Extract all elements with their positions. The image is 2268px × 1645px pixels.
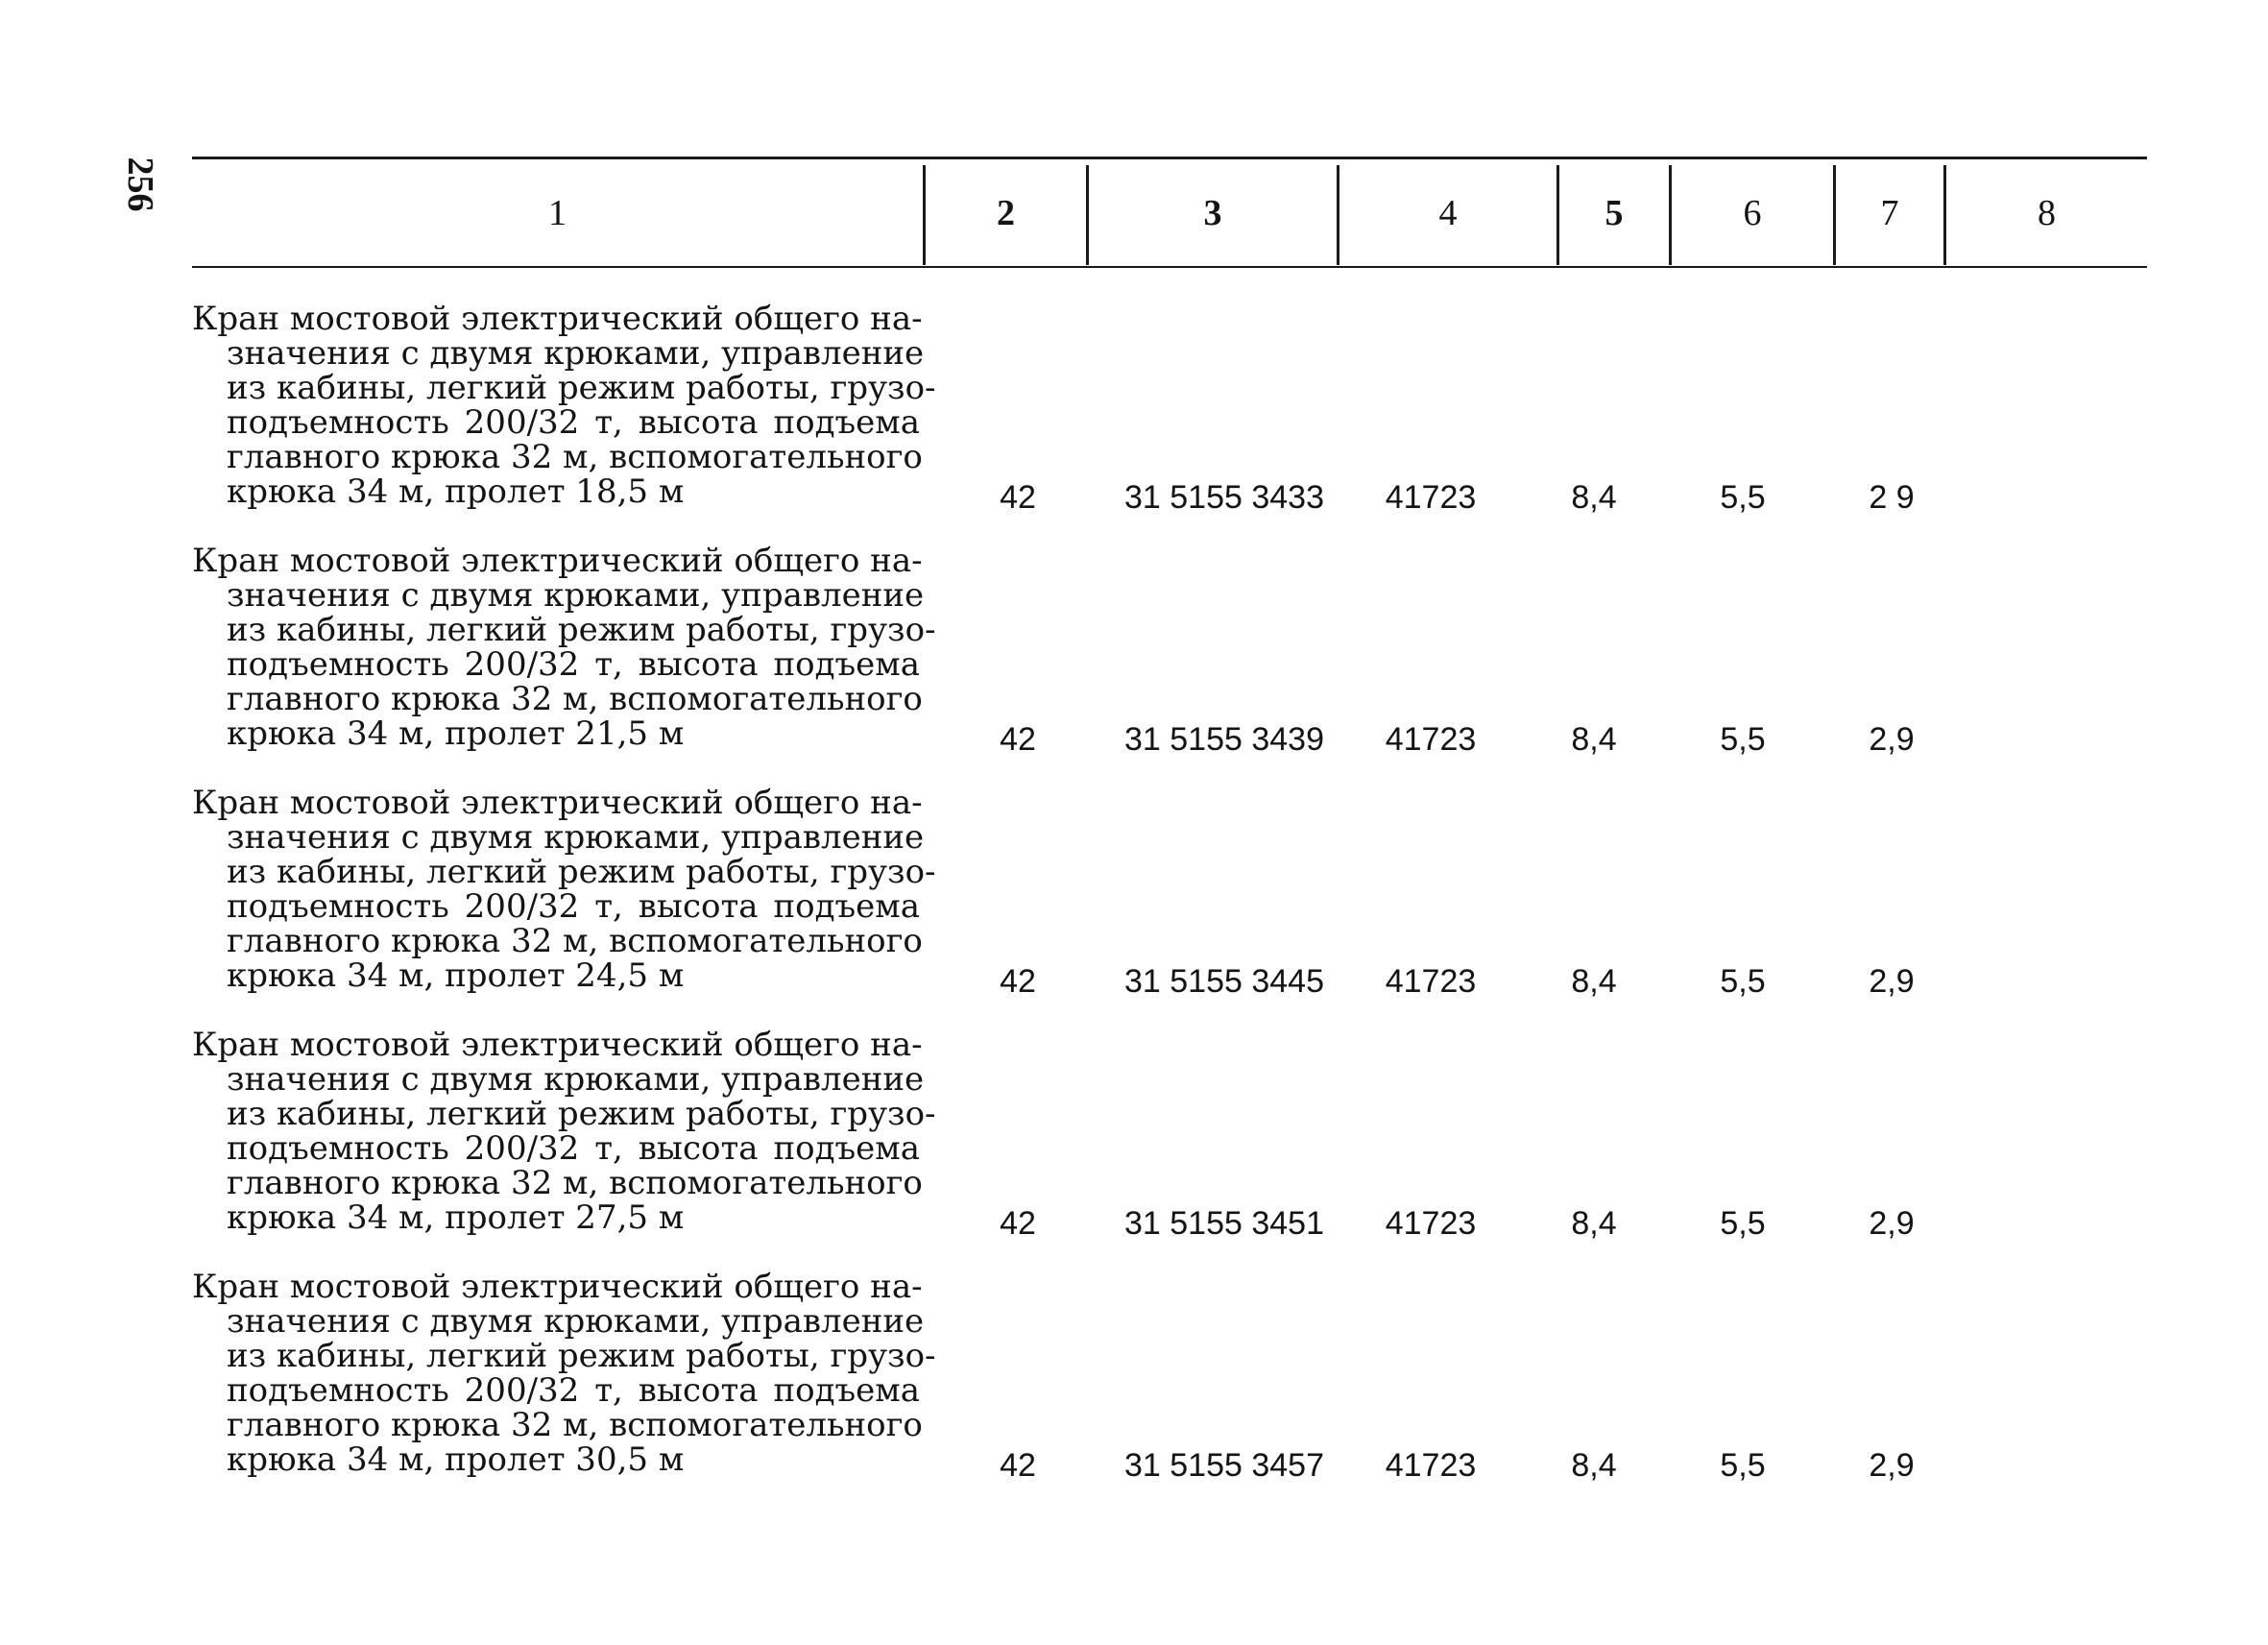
cell-col-4: 41723 <box>1385 1447 1477 1484</box>
cell-col-6: 5,5 <box>1720 963 1766 1000</box>
column-header-6: 6 <box>1743 193 1762 233</box>
cell-col-7: 2,9 <box>1869 1205 1915 1242</box>
column-header-5: 5 <box>1604 193 1624 233</box>
description-line: из кабины, легкий режим работы, грузо- <box>227 369 936 407</box>
description-line: значения с двумя крюками, управление <box>227 1302 925 1341</box>
cell-col-8 <box>1959 960 2132 1003</box>
column-header-4: 4 <box>1438 193 1458 233</box>
cell-col-4: 41723 <box>1385 721 1477 758</box>
row-description <box>192 542 936 753</box>
cell-col-4: 41723 <box>1385 963 1477 1000</box>
cell-col-7: 2,9 <box>1869 1447 1915 1484</box>
column-header-1: 1 <box>548 193 567 233</box>
column-header-3: 3 <box>1203 193 1222 233</box>
description-line: крюка 34 м, пролет 30,5 м <box>227 1440 685 1479</box>
description-line: крюка 34 м, пролет 27,5 м <box>227 1198 685 1237</box>
cell-col-8 <box>1959 1444 2132 1487</box>
cell-col-3: 31 5155 3457 <box>1124 1447 1324 1484</box>
description-line: значения с двумя крюками, управление <box>227 576 925 615</box>
cell-col-4: 41723 <box>1385 1205 1477 1242</box>
description-line: из кабины, легкий режим работы, грузо- <box>227 1095 936 1133</box>
cell-col-2: 42 <box>1000 1447 1036 1484</box>
table-body <box>0 298 2268 1508</box>
table-header-bottom-rule <box>192 266 2147 268</box>
description-line: главного крюка 32 м, вспомогательного <box>227 1164 923 1202</box>
cell-col-8 <box>1959 718 2132 761</box>
description-line: главного крюка 32 м, вспомогательного <box>227 922 923 960</box>
table-row <box>0 298 2268 540</box>
description-line: подъемность 200/32 т, высота подъема <box>227 887 920 926</box>
cell-col-7: 2,9 <box>1869 721 1915 758</box>
cell-col-3: 31 5155 3451 <box>1124 1205 1324 1242</box>
table-row <box>0 540 2268 782</box>
description-line: значения с двумя крюками, управление <box>227 334 925 373</box>
description-line: подъемность 200/32 т, высота подъема <box>227 403 920 442</box>
row-description <box>192 300 936 511</box>
description-line: подъемность 200/32 т, высота подъема <box>227 1371 920 1410</box>
description-line: из кабины, легкий режим работы, грузо- <box>227 1337 936 1375</box>
table-row <box>0 1266 2268 1508</box>
cell-col-3: 31 5155 3433 <box>1124 479 1324 516</box>
description-line: Кран мостовой электрический общего на- <box>192 784 923 822</box>
cell-col-2: 42 <box>1000 1205 1036 1242</box>
description-line: крюка 34 м, пролет 21,5 м <box>227 714 685 753</box>
cell-col-6: 5,5 <box>1720 479 1766 516</box>
cell-col-3: 31 5155 3445 <box>1124 963 1324 1000</box>
cell-col-3: 31 5155 3439 <box>1124 721 1324 758</box>
row-description <box>192 784 936 995</box>
cell-col-5: 8,4 <box>1571 963 1617 1000</box>
cell-col-2: 42 <box>1000 721 1036 758</box>
description-line: крюка 34 м, пролет 24,5 м <box>227 956 685 995</box>
cell-col-4: 41723 <box>1385 479 1477 516</box>
cell-col-8 <box>1959 1202 2132 1245</box>
cell-col-2: 42 <box>1000 963 1036 1000</box>
description-line: главного крюка 32 м, вспомогательного <box>227 438 923 476</box>
description-line: из кабины, легкий режим работы, грузо- <box>227 853 936 891</box>
cell-col-6: 5,5 <box>1720 721 1766 758</box>
table-row <box>0 1024 2268 1266</box>
description-line: Кран мостовой электрический общего на- <box>192 1268 923 1306</box>
description-line: Кран мостовой электрический общего на- <box>192 1026 923 1064</box>
cell-col-5: 8,4 <box>1571 1447 1617 1484</box>
cell-col-6: 5,5 <box>1720 1205 1766 1242</box>
row-description <box>192 1268 936 1479</box>
description-line: значения с двумя крюками, управление <box>227 818 925 857</box>
cell-col-2: 42 <box>1000 479 1036 516</box>
description-line: значения с двумя крюками, управление <box>227 1060 925 1099</box>
description-line: Кран мостовой электрический общего на- <box>192 300 923 338</box>
cell-col-6: 5,5 <box>1720 1447 1766 1484</box>
column-header-7: 7 <box>1880 193 1899 233</box>
cell-col-7: 2,9 <box>1869 963 1915 1000</box>
description-line: главного крюка 32 м, вспомогательного <box>227 1406 923 1444</box>
description-line: подъемность 200/32 т, высота подъема <box>227 645 920 684</box>
cell-col-5: 8,4 <box>1571 721 1617 758</box>
description-line: главного крюка 32 м, вспомогательного <box>227 680 923 718</box>
column-header-2: 2 <box>997 193 1015 233</box>
cell-col-5: 8,4 <box>1571 1205 1617 1242</box>
table-top-rule <box>192 157 2147 159</box>
description-line: крюка 34 м, пролет 18,5 м <box>227 472 685 511</box>
row-description <box>192 1026 936 1237</box>
column-header-8: 8 <box>2038 193 2056 233</box>
cell-col-8 <box>1959 476 2132 519</box>
description-line: подъемность 200/32 т, высота подъема <box>227 1129 920 1168</box>
table-row <box>0 782 2268 1024</box>
cell-col-7: 2 9 <box>1869 479 1915 516</box>
description-line: из кабины, легкий режим работы, грузо- <box>227 611 936 649</box>
description-line: Кран мостовой электрический общего на- <box>192 542 923 580</box>
page-number: 256 <box>120 157 160 212</box>
cell-col-5: 8,4 <box>1571 479 1617 516</box>
